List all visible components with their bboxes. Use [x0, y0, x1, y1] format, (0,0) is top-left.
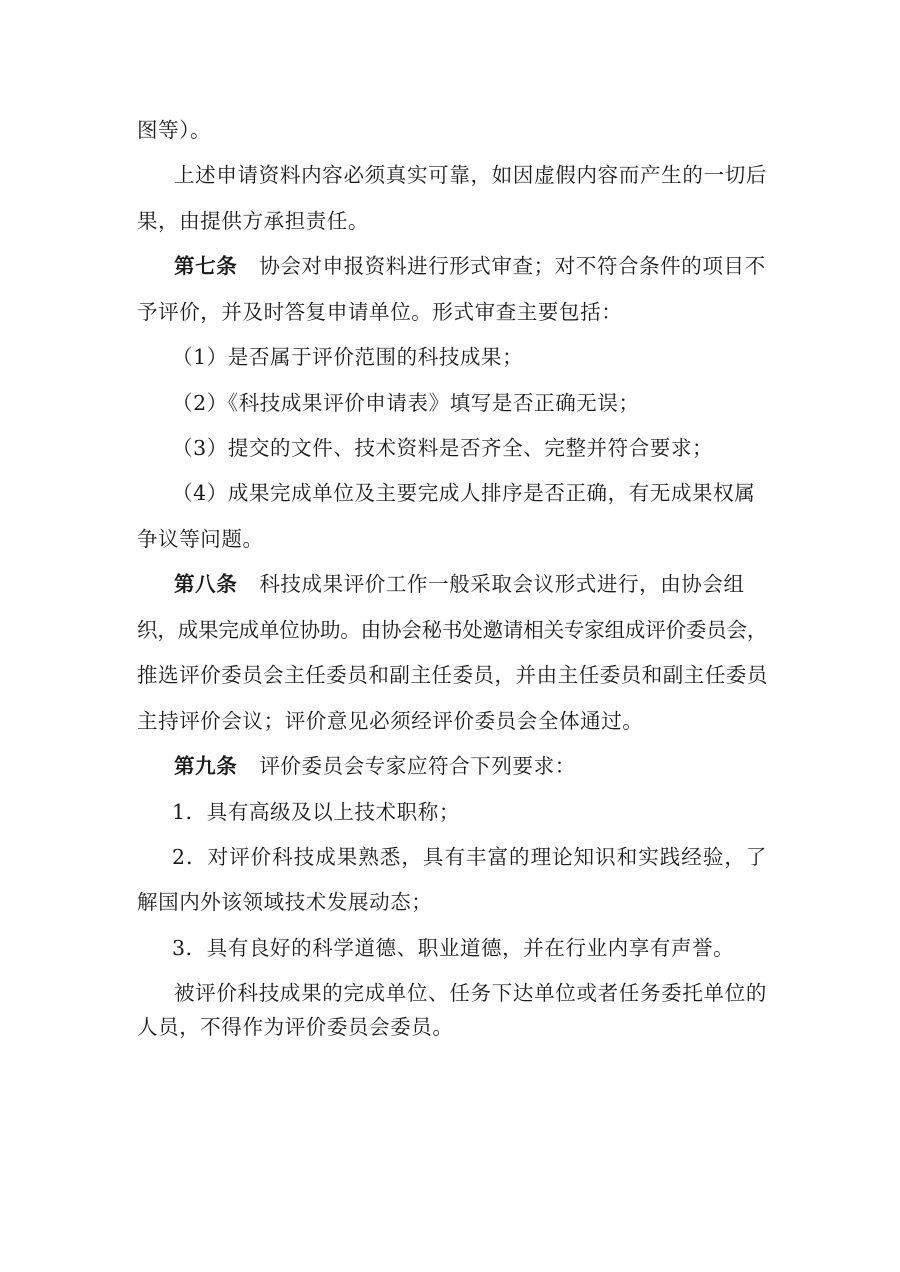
article-7-line	[174, 251, 814, 281]
text-line: 人员，不得作为评价委员会委员。	[137, 1015, 454, 1039]
text-line: 主持评价会议；评价意见必须经评价委员会全体通过。	[137, 709, 644, 733]
text-line: 推选评价委员会主任委员和副主任委员，并由主任委员和副主任委员	[137, 663, 767, 687]
article-9-line	[174, 751, 814, 781]
list-item: （4）成果完成单位及主要完成人排序是否正确，有无成果权属	[172, 481, 756, 505]
article-text: 科技成果评价工作一般采取会议形式进行，由协会组	[259, 572, 745, 596]
text-line: 被评价科技成果的完成单位、任务下达单位或者任务委托单位的	[174, 981, 767, 1005]
text-line: 图等）。	[137, 118, 212, 142]
list-item: 2．对评价科技成果熟悉，具有丰富的理论知识和实践经验，了	[172, 845, 767, 869]
article-8-line	[174, 569, 814, 599]
text-line: 解国内外该领域技术发展动态；	[137, 890, 433, 914]
list-item: 1．具有高级及以上技术职称；	[172, 800, 460, 824]
list-item: （1）是否属于评价范围的科技成果；	[172, 345, 524, 369]
list-item: （2）《科技成果评价申请表》填写是否正确无误；	[172, 391, 640, 415]
text-line: 织，成果完成单位协助。由协会秘书处邀请相关专家组成评价委员会，	[137, 618, 767, 642]
article-text: 评价委员会专家应符合下列要求：	[259, 754, 576, 778]
text-line: 争议等问题。	[137, 527, 264, 551]
text-line: 予评价，并及时答复申请单位。形式审查主要包括：	[137, 300, 623, 324]
article-heading: 第八条	[174, 572, 238, 596]
list-item: 3．具有良好的科学道德、职业道德，并在行业内享有声誉。	[172, 936, 735, 960]
list-item: （3）提交的文件、技术资料是否齐全、完整并符合要求；	[172, 436, 714, 460]
text-line: 上述申请资料内容必须真实可靠，如因虚假内容而产生的一切后	[174, 163, 767, 187]
text-line: 果，由提供方承担责任。	[137, 209, 370, 233]
article-text: 协会对申报资料进行形式审查；对不符合条件的项目不	[259, 254, 766, 278]
article-heading: 第九条	[174, 754, 238, 778]
article-heading: 第七条	[174, 254, 238, 278]
